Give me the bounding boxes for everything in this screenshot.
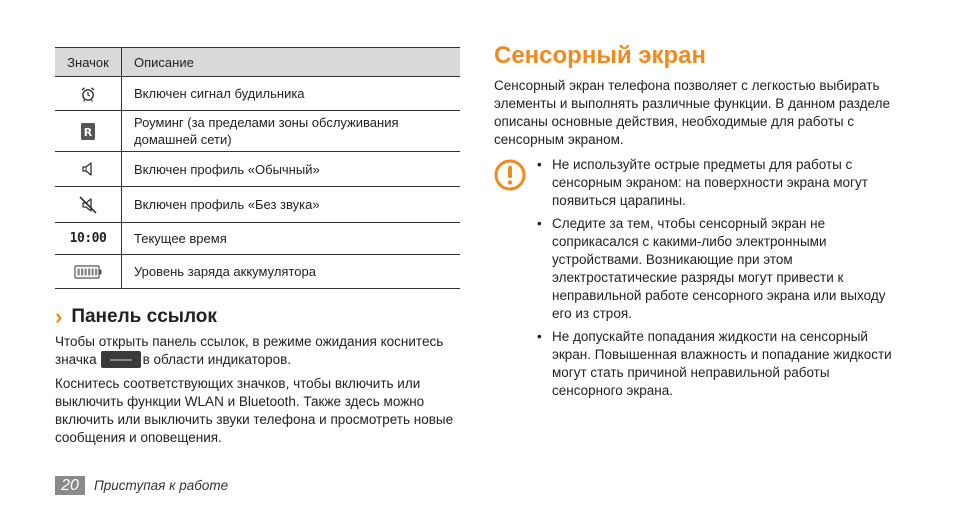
page-number: 20 bbox=[55, 476, 85, 495]
battery-icon bbox=[74, 265, 102, 279]
touchscreen-intro: Сенсорный экран телефона позволяет с легкостью выбирать элементы и выполнять различные функции. В данном разделе описаны основные действия, необходимые для работы с сенсорным экраном. bbox=[494, 78, 890, 147]
silent-profile-icon bbox=[79, 196, 97, 214]
list-item: • Не допускайте попадания жидкости на сенсорный экран. Повышенная влажность и попадание жидкости могут стать причиной неправильной работы сенсорного экрана. bbox=[535, 328, 900, 400]
section-title: Панель ссылок bbox=[71, 306, 217, 327]
para1-text-before: Чтобы открыть панель ссылок, в режиме ожидания коснитесь значка bbox=[55, 334, 444, 367]
para1-text-after: в области индикаторов. bbox=[142, 352, 292, 367]
table-cell-desc: Уровень заряда аккумулятора bbox=[134, 264, 316, 279]
table-cell-icon bbox=[55, 255, 122, 288]
links-panel-paragraph-2: Коснитесь соответствующих значков, чтобы включить или выключить функции WLAN и Bluetooth. Также здесь можно включить или выключить звуки телефона и просмотреть новые сообщения и оповещения. bbox=[55, 376, 454, 445]
chevron-right-icon: › bbox=[55, 304, 63, 329]
table-cell-icon bbox=[55, 223, 122, 254]
chapter-label: Приступая к работе bbox=[94, 478, 229, 493]
table-header-icon-col: Значок bbox=[55, 48, 122, 76]
alarm-icon bbox=[80, 86, 96, 102]
links-panel-heading bbox=[55, 306, 217, 328]
table-header-desc-col: Описание bbox=[134, 54, 194, 70]
svg-text:R: R bbox=[83, 125, 93, 139]
table-cell-desc: Включен сигнал будильника bbox=[134, 86, 305, 101]
warning-list bbox=[535, 156, 900, 405]
table-cell-desc: Роуминг (за пределами зоны обслуживания домашней сети) bbox=[134, 115, 399, 147]
table-cell-desc: Текущее время bbox=[134, 231, 227, 246]
links-panel-handle-icon bbox=[101, 351, 141, 368]
table-cell-desc: Включен профиль «Без звука» bbox=[134, 197, 320, 212]
list-item: • Не используйте острые предметы для работы с сенсорным экраном: на поверхности экрана могут появиться царапины. bbox=[535, 156, 900, 210]
table-row bbox=[55, 255, 460, 289]
table-row bbox=[55, 223, 460, 255]
table-cell-icon bbox=[55, 77, 122, 110]
page-footer bbox=[55, 476, 228, 495]
time-display: 10:00 bbox=[69, 231, 107, 246]
links-panel-paragraph-1 bbox=[55, 333, 463, 369]
table-cell-icon bbox=[55, 111, 122, 151]
page-title: Сенсорный экран bbox=[494, 42, 707, 69]
status-icons-table bbox=[55, 47, 460, 289]
table-row bbox=[55, 77, 460, 111]
table-cell-icon bbox=[55, 187, 122, 222]
table-header bbox=[55, 48, 460, 77]
table-row bbox=[55, 111, 460, 152]
table-row bbox=[55, 187, 460, 223]
table-row bbox=[55, 152, 460, 187]
roaming-icon bbox=[81, 123, 95, 140]
table-cell-icon bbox=[55, 152, 122, 186]
warning-icon bbox=[494, 159, 526, 191]
list-item: • Следите за тем, чтобы сенсорный экран не соприкасался с какими-либо электронными устройствами. Возникающие при этом электростатические разряды могут привести к неправильной работе сенсорного экрана или выходу его из строя. bbox=[535, 215, 900, 323]
table-cell-desc: Включен профиль «Обычный» bbox=[134, 161, 320, 177]
sound-profile-icon bbox=[81, 161, 95, 177]
